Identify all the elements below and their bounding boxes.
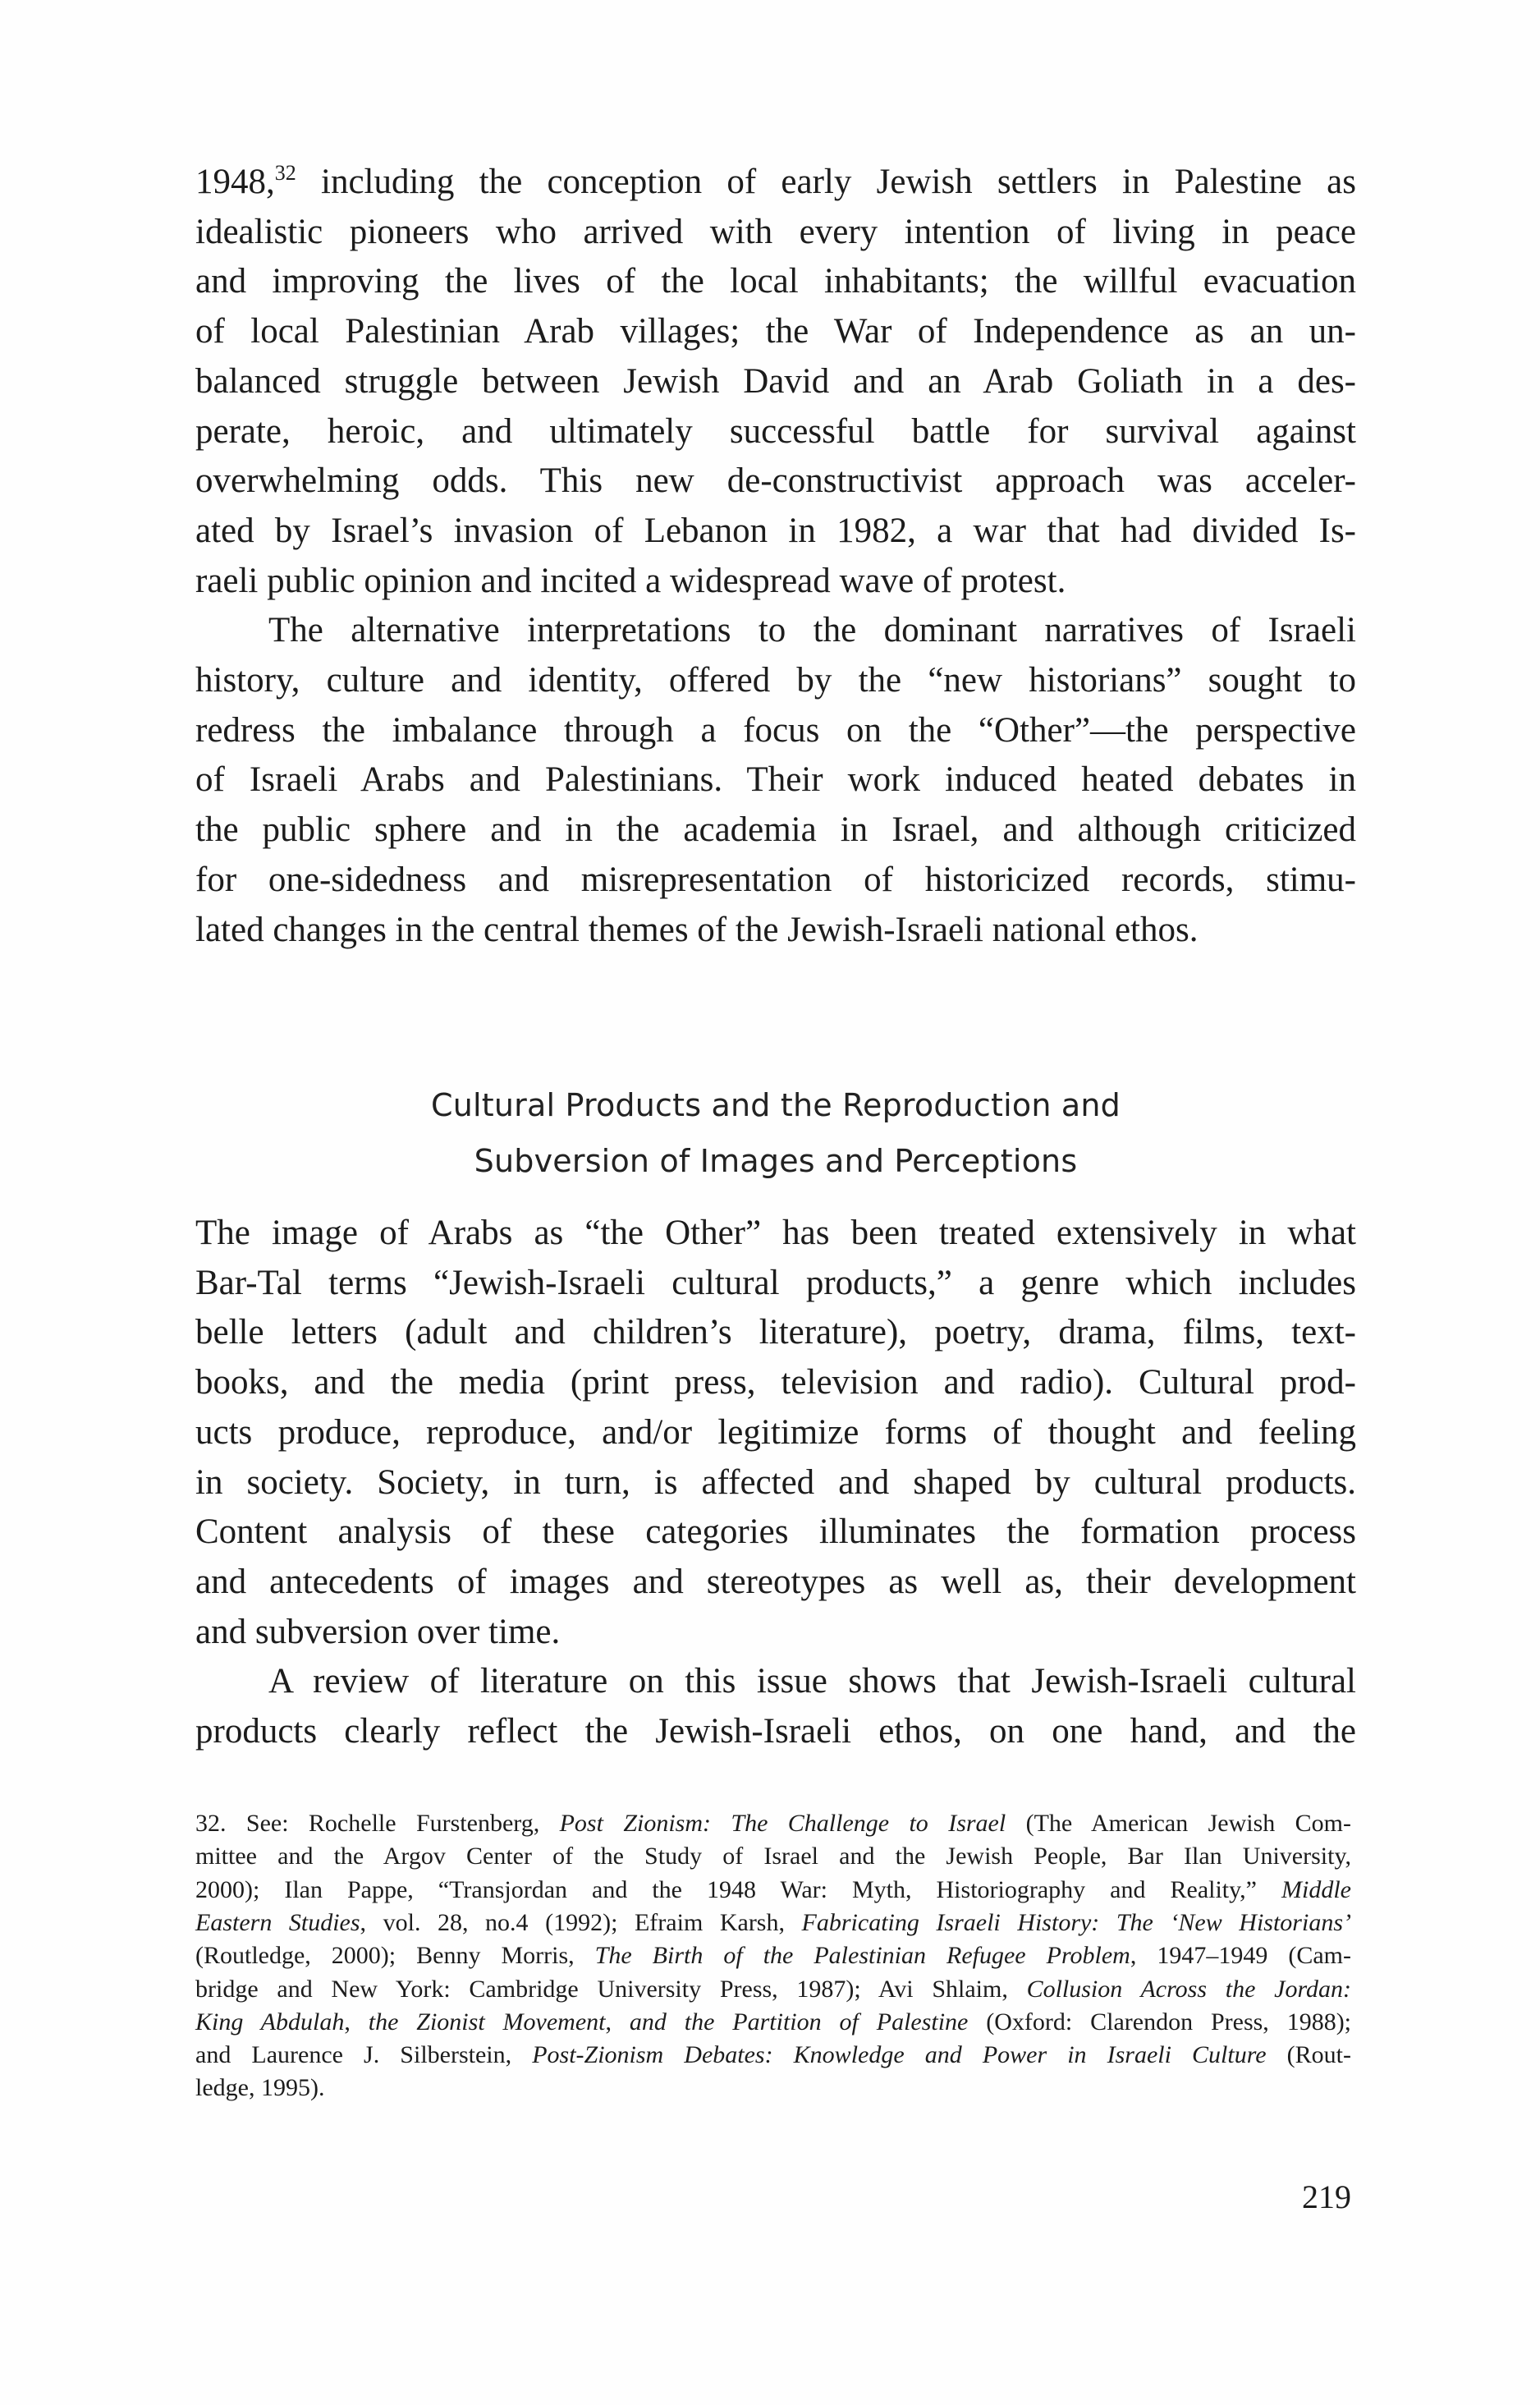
paragraph-line <box>268 1661 1356 1702</box>
text-run: idealistic pioneers who arrived with every intention of living in peace <box>195 212 1356 251</box>
paragraph-line <box>195 660 1356 701</box>
paragraph-line <box>195 1462 1356 1503</box>
text-run: (The American Jewish Com- <box>1006 1810 1352 1837</box>
paragraph-line <box>195 461 1356 502</box>
text-run: of local Palestinian Arab villages; the War of Independence as an un- <box>195 312 1356 351</box>
paragraph-line <box>195 1263 1356 1304</box>
text-run: 32. See: Rochelle Furstenberg, <box>195 1810 560 1837</box>
text-run: in society. Society, in turn, is affected and shaped by cultural products. <box>195 1462 1356 1502</box>
text-run: 1948, <box>195 163 275 201</box>
footnote-line <box>195 1842 1351 1871</box>
text-run: balanced struggle between Jewish David and an Arab Goliath in a des- <box>195 361 1356 401</box>
text-run: books, and the media (print press, television and radio). Cultural prod- <box>195 1363 1356 1402</box>
footnote-line <box>195 1908 1351 1938</box>
italic-title: Middle <box>1281 1875 1351 1903</box>
paragraph-line <box>195 212 1356 253</box>
text-run: and Laurence J. Silberstein, <box>195 2041 533 2069</box>
paragraph-line <box>195 1612 1356 1653</box>
footnote-line <box>195 1941 1351 1971</box>
paragraph-line <box>195 1562 1356 1603</box>
text-run: history, culture and identity, offered by the “new historians” sought to <box>195 661 1356 700</box>
text-run: lated changes in the central themes of the Jewish-Israeli national ethos. <box>195 910 1199 949</box>
paragraph-line <box>195 1312 1356 1353</box>
paragraph-line <box>195 1213 1356 1254</box>
text-run: , <box>344 2008 369 2036</box>
text-run: ucts produce, reproduce, and/or legitimize forms of thought and feeling <box>195 1412 1356 1452</box>
text-run: and antecedents of images and stereotypes as well as, their development <box>195 1562 1356 1601</box>
text-run: The alternative interpretations to the dominant narratives of Israeli <box>268 611 1356 650</box>
paragraph-line <box>195 162 1356 203</box>
text-run: including the conception of early Jewish settlers in Palestine as <box>296 163 1356 201</box>
paragraph-line <box>195 760 1356 801</box>
text-run: raeli public opinion and incited a widespread wave of protest. <box>195 561 1066 600</box>
text-run: bridge and New York: Cambridge University Press, 1987); Avi Shlaim, <box>195 1975 1027 2003</box>
paragraph-line <box>195 1512 1356 1553</box>
text-run: (Rout- <box>1266 2041 1351 2069</box>
text-run: , <box>605 2008 630 2036</box>
paragraph-line <box>195 1362 1356 1403</box>
footnote-line <box>195 1975 1351 2004</box>
paragraph-line <box>195 1711 1356 1752</box>
text-run: and subversion over time. <box>195 1612 561 1651</box>
footnote-line <box>195 2073 1351 2103</box>
footnote-reference[interactable]: 32 <box>274 161 296 185</box>
paragraph-line <box>195 311 1356 352</box>
text-run: the public sphere and in the academia in Israel, and although criticized <box>195 810 1356 850</box>
section-heading-line-1: Cultural Products and the Reproduction and <box>431 1087 1121 1123</box>
footnote-line <box>195 2008 1351 2037</box>
text-run: overwhelming odds. This new de-constructivist approach was acceler- <box>195 461 1356 501</box>
text-run: Bar-Tal terms “Jewish-Israeli cultural products,” a genre which includes <box>195 1263 1356 1302</box>
paragraph-line <box>195 1412 1356 1453</box>
paragraph-line <box>268 610 1356 651</box>
footnote-line <box>195 1809 1351 1838</box>
paragraph-line <box>195 810 1356 851</box>
italic-title: and the Partition of Palestine <box>629 2008 969 2036</box>
footnote-line <box>195 2040 1351 2070</box>
text-run: The image of Arabs as “the Other” has been treated extensively in what <box>195 1214 1356 1252</box>
italic-title: Fabricating Israeli History: The ‘New Historians’ <box>801 1908 1351 1936</box>
text-run: 2000); Ilan Pappe, “Transjordan and the 1948 War: Myth, Historiography and Reality,” <box>195 1875 1282 1903</box>
text-run: of Israeli Arabs and Palestinians. Their work induced heated debates in <box>195 760 1356 800</box>
italic-title: Post Zionism: The Challenge to Israel <box>559 1810 1006 1837</box>
text-run: belle letters (adult and children’s literature), poetry, drama, films, text- <box>195 1313 1356 1352</box>
page-number: 219 <box>1302 2178 1351 2215</box>
italic-title: King Abdulah <box>195 2008 345 2036</box>
italic-title: Post-Zionism Debates: Knowledge and Power in Israeli Culture <box>532 2041 1267 2069</box>
section-heading-line-2: Subversion of Images and Perceptions <box>474 1143 1078 1179</box>
paragraph-line <box>195 261 1356 302</box>
text-run: A review of literature on this issue shows that Jewish-Israeli cultural <box>268 1662 1356 1701</box>
text-run: (Oxford: Clarendon Press, 1988); <box>968 2008 1352 2036</box>
text-run: ledge, 1995). <box>195 2074 325 2102</box>
italic-title: The Birth of the Palestinian Refugee Problem <box>594 1942 1130 1970</box>
italic-title: Eastern Studies <box>195 1908 360 1936</box>
footnote-line <box>195 1875 1351 1905</box>
text-run: perate, heroic, and ultimately successful battle for survival against <box>195 411 1356 451</box>
text-run: mittee and the Argov Center of the Study of Israel and the Jewish People, Bar Ilan University, <box>195 1843 1351 1870</box>
italic-title: Collusion Across the Jordan: <box>1026 1975 1352 2003</box>
text-run: , 1947–1949 (Cam- <box>1130 1942 1352 1970</box>
paragraph-line <box>195 710 1356 751</box>
paragraph-line <box>195 860 1356 901</box>
text-run: and improving the lives of the local inhabitants; the willful evacuation <box>195 262 1356 301</box>
paragraph-line <box>195 561 1356 602</box>
text-run: (Routledge, 2000); Benny Morris, <box>195 1942 595 1970</box>
paragraph-line <box>195 361 1356 402</box>
paragraph-line <box>195 511 1356 552</box>
paragraph-line <box>195 411 1356 452</box>
paragraph-line <box>195 910 1356 951</box>
text-run: products clearly reflect the Jewish-Israeli ethos, on one hand, and the <box>195 1712 1356 1751</box>
text-run: redress the imbalance through a focus on the “Other”—the perspective <box>195 710 1356 750</box>
text-run: for one-sidedness and misrepresentation of historicized records, stimu- <box>195 860 1356 899</box>
italic-title: the Zionist Movement <box>368 2008 606 2036</box>
text-run: Content analysis of these categories illuminates the formation process <box>195 1512 1356 1552</box>
text-run: ated by Israel’s invasion of Lebanon in 1982, a war that had divided Is- <box>195 511 1356 550</box>
text-run: , vol. 28, no.4 (1992); Efraim Karsh, <box>360 1908 802 1936</box>
